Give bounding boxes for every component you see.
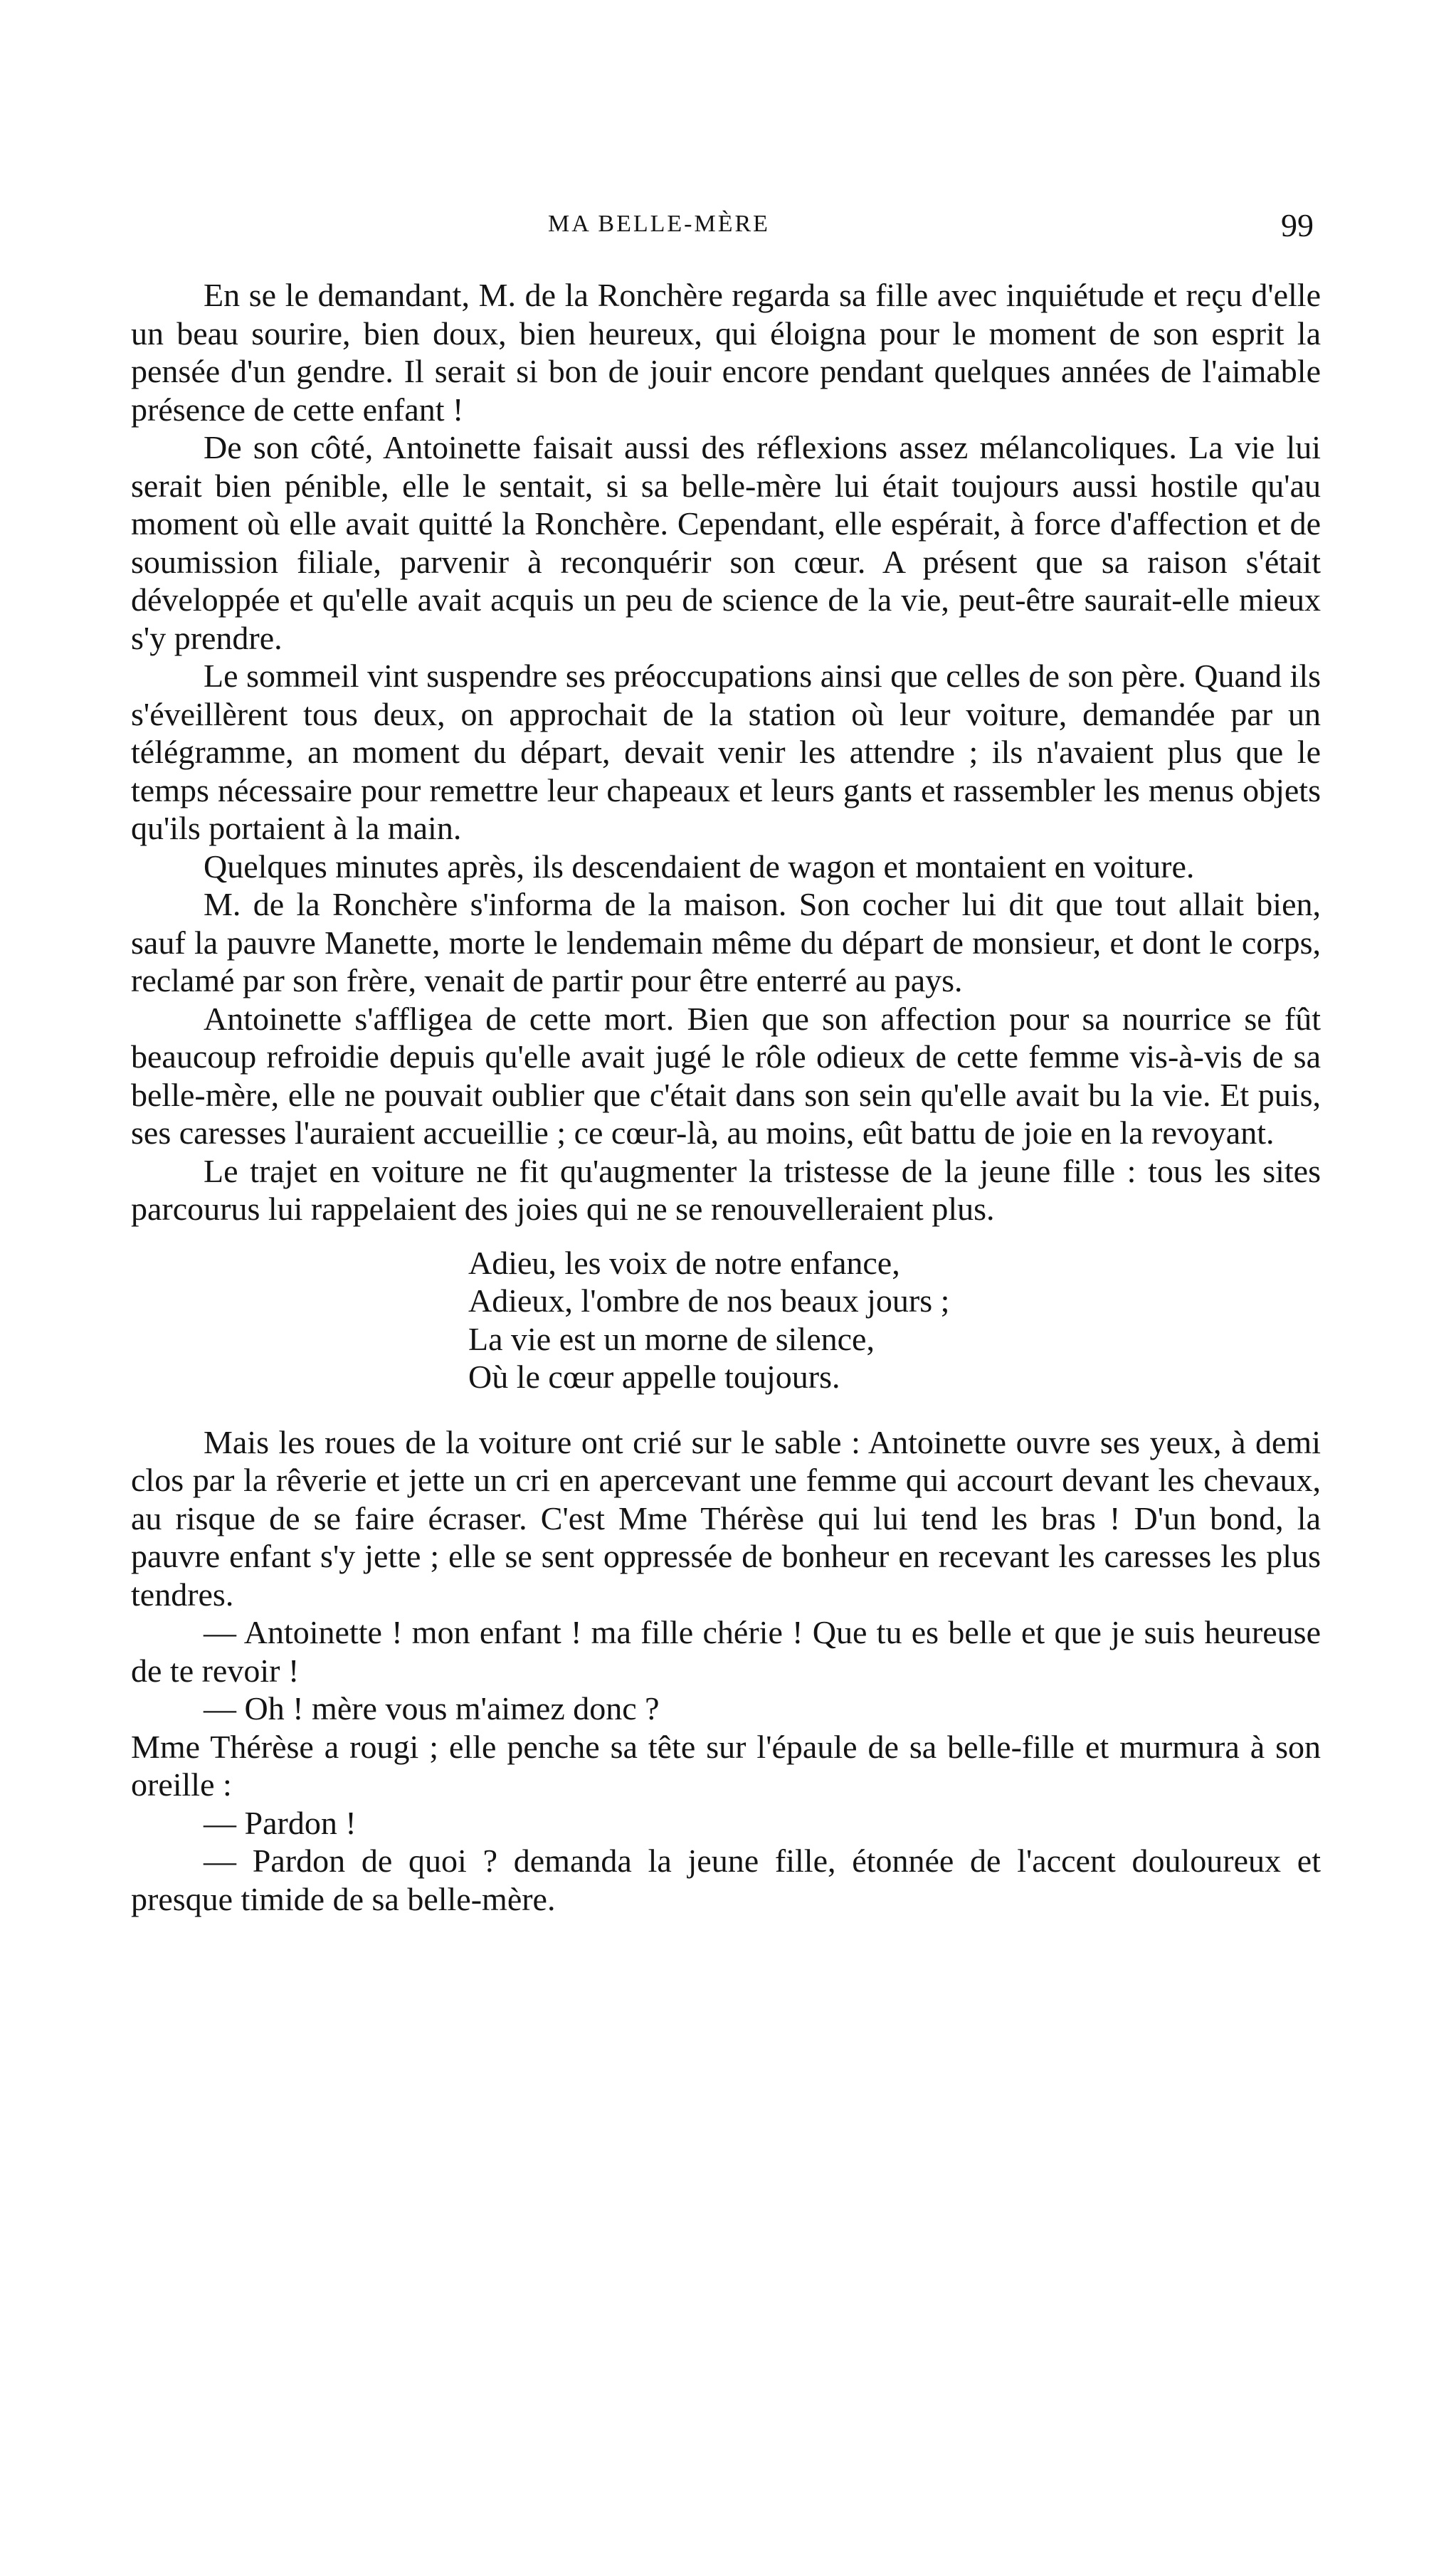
paragraph: De son côté, Antoinette faisait aussi des réflexions assez mélancoliques. La vie lui serait bien pénible, elle le sentait, si sa belle-mère lui était toujours aussi hostile qu'au moment où elle avait quitté la Ronchère. Cependant, elle espérait, à force d'affection et de soumission filiale, parvenir à reconquérir son cœur. A présent que sa raison s'était développée et qu'elle avait acquis un peu de science de la vie, peut-être saurait-elle mieux s'y prendre. <box>131 429 1321 656</box>
running-title: MA BELLE-MÈRE <box>548 211 770 237</box>
body-text <box>131 276 1321 1918</box>
dialogue-line: — Antoinette ! mon enfant ! ma fille chérie ! Que tu es belle et que je suis heureuse de te revoir ! <box>131 1614 1321 1689</box>
paragraph: Antoinette s'affligea de cette mort. Bien que son affection pour sa nourrice se fût beaucoup refroidie depuis qu'elle avait jugé le rôle odieux de cette femme vis-à-vis de sa belle-mère, elle ne pouvait oublier que c'était dans son sein qu'elle avait bu la vie. Et puis, ses caresses l'auraient accueillie ; ce cœur-là, au moins, eût battu de joie en la revoyant. <box>131 1000 1321 1151</box>
paragraph: Le sommeil vint suspendre ses préoccupations ainsi que celles de son père. Quand ils s'éveillèrent tous deux, on approchait de la station où leur voiture, demandée par un télégramme, an moment du départ, devait venir les attendre ; ils n'avaient plus que le temps nécessaire pour remettre leur chapeaux et leurs gants et rassembler les menus objets qu'ils portaient à la main. <box>131 658 1321 846</box>
paragraph: Mme Thérèse a rougi ; elle penche sa tête sur l'épaule de sa belle-fille et murmura à son oreille : <box>131 1728 1321 1803</box>
dialogue-line: — Oh ! mère vous m'aimez donc ? <box>204 1690 660 1727</box>
paragraph: Quelques minutes après, ils descendaient de wagon et montaient en voiture. <box>204 848 1195 885</box>
verse-line: Adieu, les voix de notre enfance, <box>468 1244 900 1281</box>
verse-line: Adieux, l'ombre de nos beaux jours ; <box>468 1282 950 1319</box>
page-header <box>0 207 1456 253</box>
paragraph: Mais les roues de la voiture ont crié sur le sable : Antoinette ouvre ses yeux, à demi clos par la rêverie et jette un cri en apercevant une femme qui accourt devant les chevaux, au risque de se faire écraser. C'est Mme Thérèse qui lui tend les bras ! D'un bond, la pauvre enfant s'y jette ; elle se sent oppressée de bonheur en recevant les caresses les plus tendres. <box>131 1423 1321 1613</box>
paragraph: En se le demandant, M. de la Ronchère regarda sa fille avec inquiétude et reçu d'elle un beau sourire, bien doux, bien heureux, qui éloigna pour le moment de son esprit la pensée d'un gendre. Il serait si bon de jouir encore pendant quelques années de l'aimable présence de cette enfant ! <box>131 277 1321 428</box>
verse-block <box>468 1244 1321 1396</box>
verse-line: La vie est un morne de silence, <box>468 1320 875 1357</box>
dialogue-line: — Pardon de quoi ? demanda la jeune fille, étonnée de l'accent douloureux et presque timide de sa belle-mère. <box>131 1843 1321 1917</box>
dialogue-line: — Pardon ! <box>204 1804 357 1841</box>
page-number: 99 <box>1281 207 1314 243</box>
paragraph: Le trajet en voiture ne fit qu'augmenter la tristesse de la jeune fille : tous les sites parcourus lui rappelaient des joies qui ne se renouvelleraient plus. <box>131 1152 1321 1227</box>
paragraph: M. de la Ronchère s'informa de la maison. Son cocher lui dit que tout allait bien, sauf la pauvre Manette, morte le lendemain même du départ de monsieur, et dont le corps, reclamé par son frère, venait de partir pour être enterré au pays. <box>131 886 1321 998</box>
verse-line: Où le cœur appelle toujours. <box>468 1359 840 1395</box>
